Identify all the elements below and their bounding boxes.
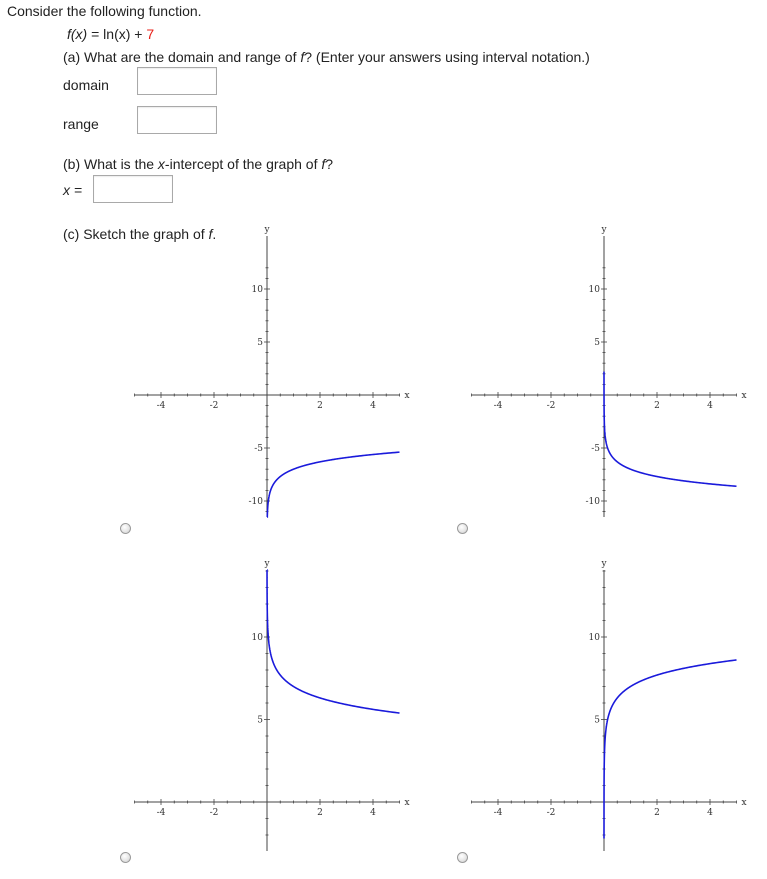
intro-text: Consider the following function.	[7, 3, 202, 19]
x-intercept-input[interactable]	[93, 175, 173, 203]
y-tick-label: 10	[251, 633, 263, 643]
y-tick-label: -10	[248, 497, 263, 507]
x-axis-label: x	[741, 798, 747, 808]
range-label: range	[63, 116, 99, 132]
graph-c-radio[interactable]	[120, 852, 131, 863]
part-b-suffix: ?	[325, 156, 334, 172]
x-tick-label: -2	[546, 808, 556, 818]
x-tick-label: 2	[654, 401, 660, 411]
y-axis-label: y	[601, 225, 607, 235]
graph-option-d	[467, 559, 757, 864]
part-a-prefix: (a) What are the domain and range of	[63, 49, 301, 65]
y-tick-label: 5	[257, 338, 263, 348]
part-b-fname: f	[321, 156, 326, 172]
y-axis-label: y	[601, 559, 607, 569]
part-b-middle: -intercept of the graph of	[164, 156, 322, 172]
y-tick-label: -5	[591, 444, 600, 454]
y-tick-label: 10	[251, 285, 263, 295]
x-intercept-label: x =	[63, 182, 83, 198]
x-axis-label: x	[404, 391, 410, 401]
x-tick-label: -4	[493, 401, 503, 411]
x-tick-label: 4	[707, 401, 713, 411]
x-tick-label: 4	[707, 808, 713, 818]
function-definition	[67, 26, 154, 42]
part-c-prefix: (c) Sketch the graph of	[63, 226, 209, 242]
x-tick-label: 2	[317, 808, 323, 818]
x-tick-label: -4	[156, 808, 166, 818]
part-a-fname: f	[300, 49, 305, 65]
graph-a-radio[interactable]	[120, 523, 131, 534]
function-curve	[267, 570, 400, 713]
x-tick-label: 4	[370, 808, 376, 818]
y-tick-label: 10	[588, 285, 600, 295]
x-axis-label: x	[404, 798, 410, 808]
graph-d-radio[interactable]	[457, 852, 468, 863]
part-b-question	[63, 156, 333, 172]
function-curve	[604, 660, 737, 839]
y-tick-label: -5	[254, 444, 263, 454]
part-b-xvar: x	[157, 156, 165, 172]
graph-option-c	[130, 559, 420, 864]
y-axis-label: y	[264, 559, 270, 569]
x-tick-label: -2	[209, 808, 219, 818]
part-c-fname: f	[208, 226, 213, 242]
y-tick-label: 5	[257, 715, 263, 726]
y-tick-label: 5	[594, 715, 600, 726]
y-tick-label: 5	[594, 338, 600, 348]
range-input[interactable]	[137, 106, 217, 134]
x-tick-label: 2	[654, 808, 660, 818]
x-tick-label: 2	[317, 401, 323, 411]
x-tick-label: -2	[209, 401, 219, 411]
part-a-suffix: ? (Enter your answers using interval notation.)	[304, 49, 590, 65]
function-constant: 7	[146, 26, 155, 42]
y-axis-label: y	[264, 225, 270, 235]
y-tick-label: -10	[585, 497, 600, 507]
graph-option-b	[467, 225, 757, 535]
y-tick-label: 10	[588, 633, 600, 643]
function-curve	[604, 372, 737, 487]
function-lhs: f(x)	[67, 26, 88, 42]
x-tick-label: 4	[370, 401, 376, 411]
domain-label: domain	[63, 77, 109, 93]
domain-input[interactable]	[137, 67, 217, 95]
part-c-suffix: .	[212, 226, 217, 242]
function-rhs: = ln(x) +	[87, 26, 147, 42]
part-b-prefix: (b) What is the	[63, 156, 158, 172]
graph-b-radio[interactable]	[457, 523, 468, 534]
x-tick-label: -4	[493, 808, 503, 818]
part-a-question	[63, 49, 590, 65]
x-tick-label: -2	[546, 401, 556, 411]
x-axis-label: x	[741, 391, 747, 401]
x-tick-label: -4	[156, 401, 166, 411]
function-curve	[267, 452, 400, 517]
